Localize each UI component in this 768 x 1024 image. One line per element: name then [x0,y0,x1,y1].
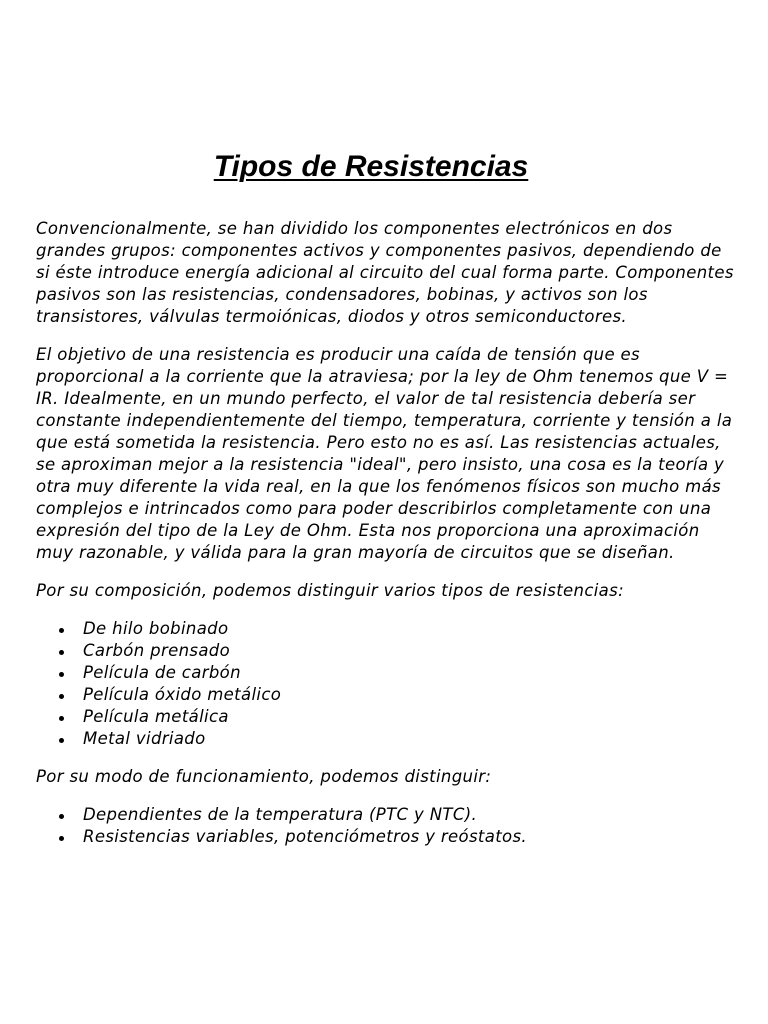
resistance-objective-paragraph: El objetivo de una resistencia es producir una caída de tensión que es proporcional a la corriente que la atraviesa; por la ley de Ohm tenemos que V = IR. Idealmente, en un mundo perfecto, el valor de tal resistencia debería ser constante independientemente del tiempo, temperatura, corriente y tensión a la que está sometida la resistencia. Pero esto no es así. Las resistencias actuales, se aproximan mejor a la resistencia "ideal", pero insisto, una cosa es la teoría y otra muy diferente la vida real, en la que los fenómenos físicos son mucho más complejos e intrincados como para poder describirlos completamente con una expresión del tipo de la Ley de Ohm. Esta nos proporciona una aproximación muy razonable, y válida para la gran mayoría de circuitos que se diseñan. [36,345,733,562]
page-title: Tipos de Resistencias [213,150,529,183]
composition-intro: Por su composición, podemos distinguir varios tipos de resistencias: [36,581,624,600]
list-item: Película de carbón [83,662,736,684]
list-item: Carbón prensado [83,640,736,662]
operation-intro: Por su modo de funcionamiento, podemos distinguir: [36,767,492,786]
list-item: Metal vidriado [83,728,736,750]
list-item: Resistencias variables, potenciómetros y reóstatos. [83,826,736,848]
list-item: Dependientes de la temperatura (PTC y NTC). [83,804,736,826]
list-item: Película óxido metálico [83,684,736,706]
list-item: Película metálica [83,706,736,728]
document-body [36,218,736,864]
list-item: De hilo bobinado [83,618,736,640]
operation-types-list [36,804,736,848]
intro-paragraph: Convencionalmente, se han dividido los componentes electrónicos en dos grandes grupos: componentes activos y componentes pasivos, dependiendo de si éste introduce energía adicional al circuito del cual forma parte. Componentes pasivos son las resistencias, condensadores, bobinas, y activos son los transistores, válvulas termoiónicas, diodos y otros semiconductores. [36,219,734,326]
composition-types-list [36,618,736,750]
